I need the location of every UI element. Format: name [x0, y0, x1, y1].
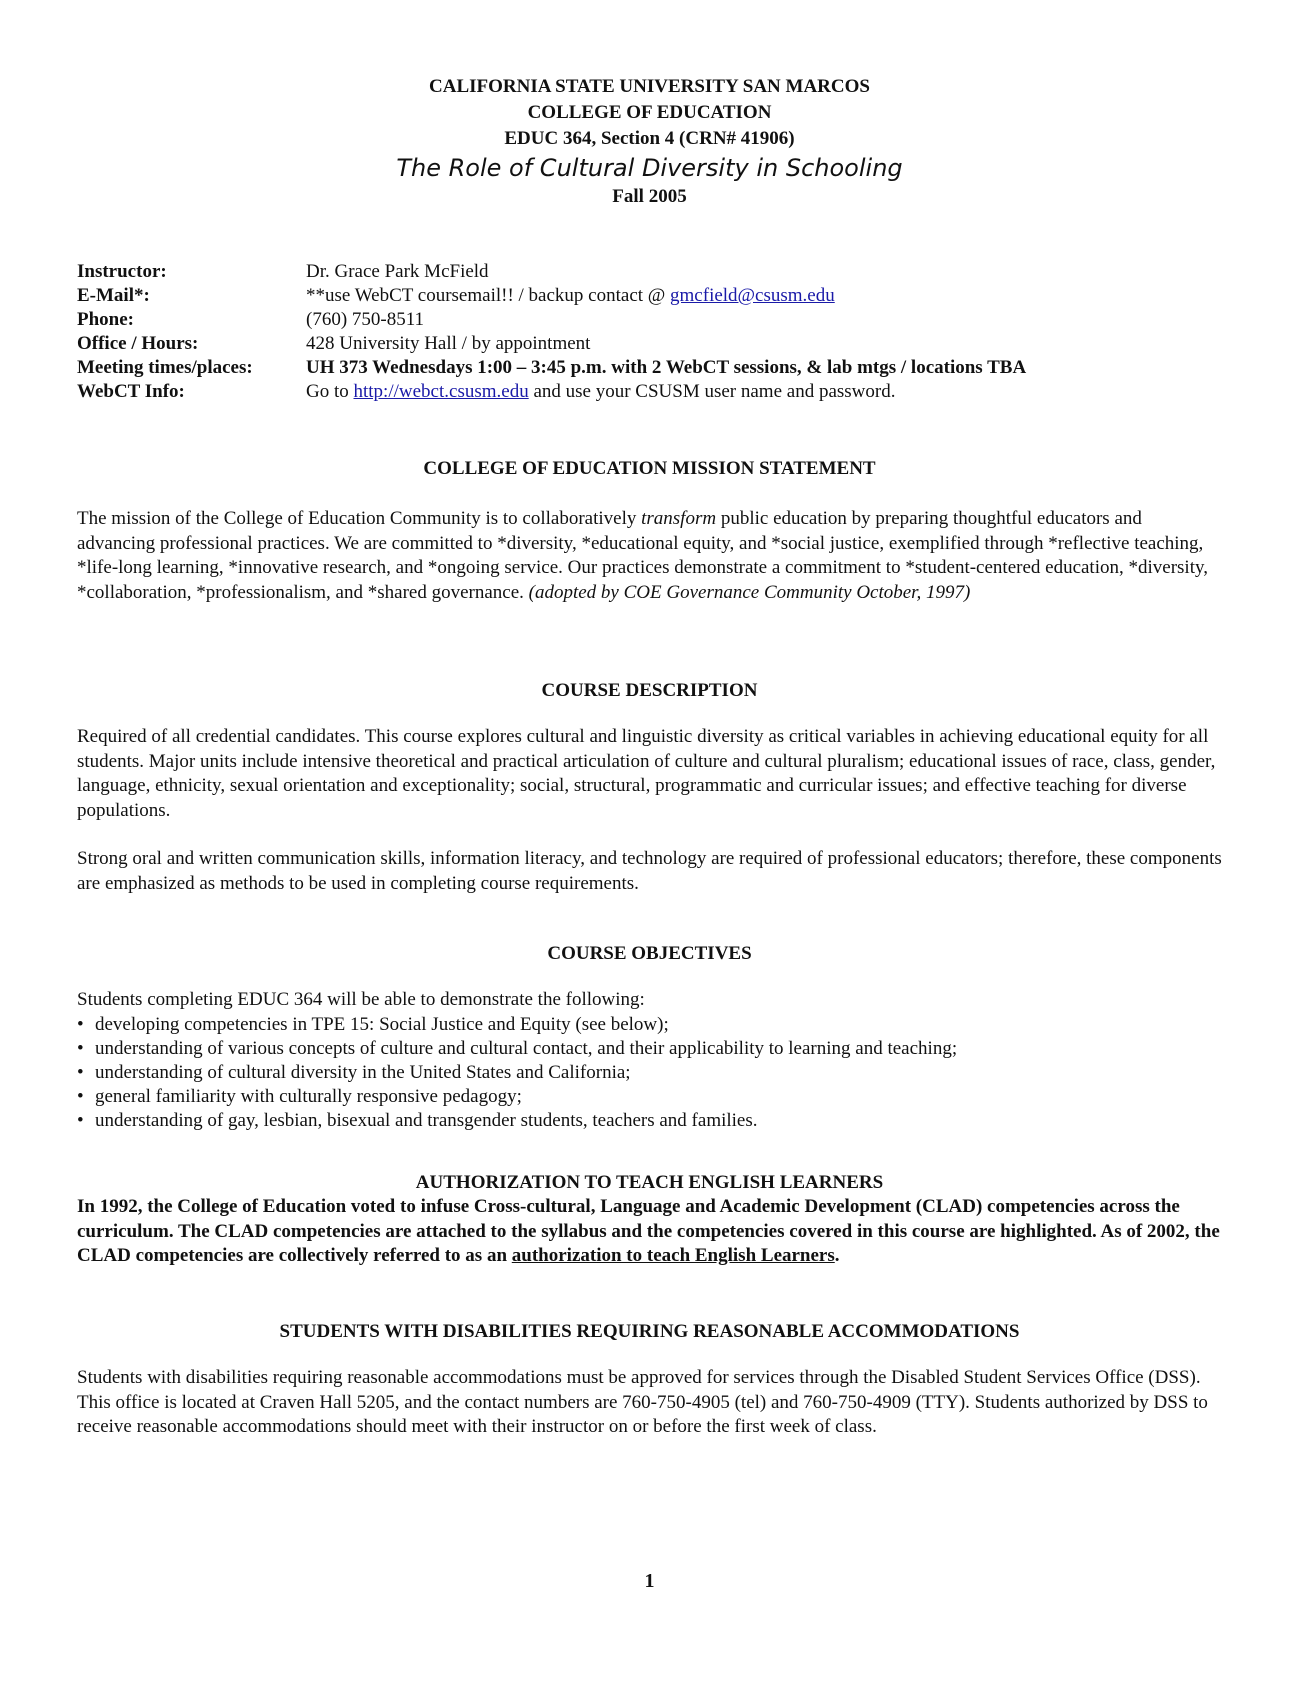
- authorization-text: [77, 1195, 1222, 1269]
- course-info-table: [77, 260, 1222, 404]
- description-paragraph-2: Strong oral and written communication skills, information literacy, and technology are required of professional educators; therefore, these components are emphasized as methods to be used in completing course requirements.: [77, 848, 1222, 894]
- office-value: 428 University Hall / by appointment: [306, 333, 591, 354]
- document-header: [77, 74, 1222, 210]
- disabilities-text: Students with disabilities requiring reasonable accommodations must be approved for services through the Disabled Student Services Office (DSS). This office is located at Craven Hall 5205, and the contact numbers are 760-750-4905 (tel) and 760-750-4909 (TTY). Students authorized by DSS to receive reasonable accommodations should meet with their instructor on or before the first week of class.: [77, 1367, 1208, 1437]
- mission-text-2: public education by preparing thoughtful educators and advancing professional practices. We are committed to *diversity, *educational equity, and *social justice, exemplified through *reflective teaching, *life-long learning, *innovative research, and *ongoing service. Our practices demonstrate a commitment to *student-centered education, *diversity, *collaboration, *professionalism, and *shared governance.: [77, 508, 1209, 603]
- description-paragraph-1: Required of all credential candidates. This course explores cultural and linguistic diversity as critical variables in achieving educational equity for all students. Major units include intensive theoretical and practical articulation of culture and cultural pluralism; educational issues of race, class, gender, language, ethnicity, sexual orientation and exceptionality; social, structural, programmatic and curricular issues; and effective teaching for diverse populations.: [77, 726, 1216, 821]
- mission-text: [77, 507, 1222, 605]
- description-heading: COURSE DESCRIPTION: [541, 680, 758, 701]
- webct-label: WebCT Info:: [77, 381, 185, 402]
- bullet-icon: •: [77, 1061, 84, 1083]
- objective-text: developing competencies in TPE 15: Social Justice and Equity (see below);: [95, 1013, 669, 1035]
- mission-heading: COLLEGE OF EDUCATION MISSION STATEMENT: [423, 458, 876, 479]
- university-name: CALIFORNIA STATE UNIVERSITY SAN MARCOS: [429, 76, 870, 97]
- bullet-icon: •: [77, 1037, 84, 1059]
- mission-section: [77, 457, 1222, 605]
- webct-value: [306, 380, 1222, 404]
- mission-adopted: (adopted by COE Governance Community October, 1997): [528, 581, 971, 603]
- objectives-list: [77, 1013, 1222, 1133]
- webct-suffix: and use your CSUSM user name and password.: [528, 381, 896, 402]
- objective-text: general familiarity with culturally responsive pedagogy;: [95, 1085, 522, 1107]
- bullet-icon: •: [77, 1085, 84, 1107]
- course-code: EDUC 364, Section 4 (CRN# 41906): [504, 128, 795, 149]
- bullet-icon: •: [77, 1013, 84, 1035]
- meeting-value: UH 373 Wednesdays 1:00 – 3:45 p.m. with 2 WebCT sessions, & lab mtgs / locations TBA: [306, 357, 1027, 378]
- mission-text-em: transform: [641, 508, 717, 529]
- term: Fall 2005: [612, 186, 687, 207]
- email-label: E-Mail*:: [77, 285, 150, 306]
- instructor-value: Dr. Grace Park McField: [306, 261, 489, 282]
- list-item: [77, 1109, 1222, 1133]
- info-row-email: [77, 284, 1222, 308]
- email-value: [306, 284, 1222, 308]
- instructor-label: Instructor:: [77, 261, 167, 282]
- info-row-webct: [77, 380, 1222, 404]
- objectives-heading: COURSE OBJECTIVES: [547, 943, 752, 964]
- objective-text: understanding of gay, lesbian, bisexual and transgender students, teachers and families.: [95, 1109, 758, 1131]
- objective-text: understanding of various concepts of culture and cultural contact, and their applicability to learning and teaching;: [95, 1037, 958, 1059]
- list-item: [77, 1085, 1222, 1109]
- authorization-section: [77, 1171, 1222, 1269]
- webct-link[interactable]: http://webct.csusm.edu: [353, 381, 529, 402]
- authorization-text-1: In 1992, the College of Education voted to infuse Cross-cultural, Language and Academic Development (CLAD) competencies across the curriculum. The CLAD competencies are attached to the syllabus and the competencies covered in this course are highlighted. As of 2002, the CLAD competencies are collectively referred to as an: [77, 1196, 1220, 1266]
- authorization-underline: authorization to teach English Learners: [511, 1245, 835, 1266]
- authorization-text-2: .: [834, 1245, 840, 1266]
- objective-text: understanding of cultural diversity in the United States and California;: [95, 1061, 631, 1083]
- mission-text-1: The mission of the College of Education Community is to collaboratively: [77, 508, 642, 529]
- list-item: [77, 1013, 1222, 1037]
- email-link[interactable]: gmcfield@csusm.edu: [670, 285, 835, 306]
- list-item: [77, 1037, 1222, 1061]
- objectives-section: [77, 942, 1222, 1133]
- webct-prefix: Go to: [306, 381, 354, 402]
- info-row-phone: [77, 308, 1222, 332]
- bullet-icon: •: [77, 1109, 84, 1131]
- page-number: 1: [644, 1570, 655, 1592]
- objectives-intro: Students completing EDUC 364 will be able to demonstrate the following:: [77, 989, 645, 1010]
- email-prefix: **use WebCT coursemail!! / backup contact @: [306, 285, 671, 306]
- description-section: [77, 679, 1222, 896]
- college-name: COLLEGE OF EDUCATION: [527, 102, 772, 123]
- authorization-heading: AUTHORIZATION TO TEACH ENGLISH LEARNERS: [415, 1172, 884, 1193]
- course-title: The Role of Cultural Diversity in Schooling: [396, 154, 903, 182]
- meeting-label: Meeting times/places:: [77, 357, 253, 378]
- disabilities-heading: STUDENTS WITH DISABILITIES REQUIRING REASONABLE ACCOMMODATIONS: [279, 1321, 1020, 1342]
- list-item: [77, 1061, 1222, 1085]
- phone-value: (760) 750-8511: [306, 309, 425, 330]
- phone-label: Phone:: [77, 309, 134, 330]
- info-row-instructor: [77, 260, 1222, 284]
- office-label: Office / Hours:: [77, 333, 199, 354]
- disabilities-section: [77, 1320, 1222, 1440]
- info-row-meeting: [77, 356, 1222, 380]
- info-row-office: [77, 332, 1222, 356]
